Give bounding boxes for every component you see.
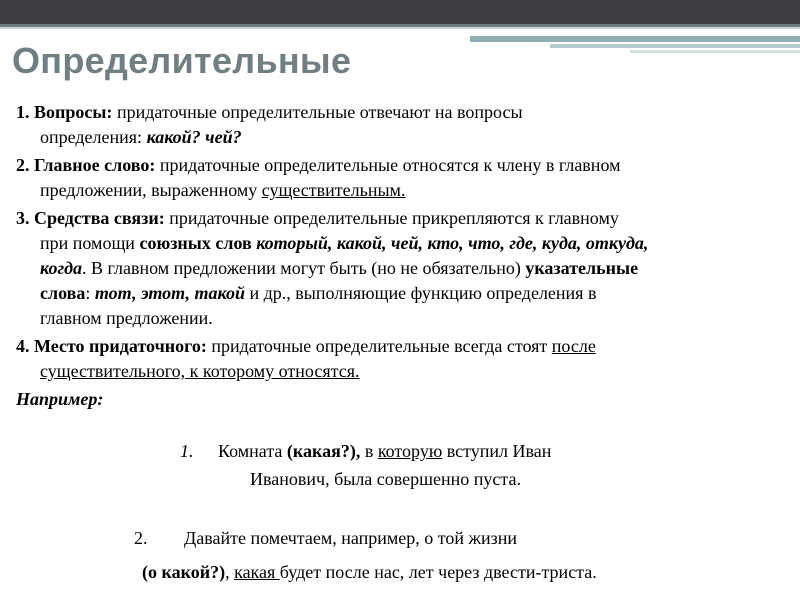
item-text: главном предложении. (40, 308, 213, 328)
example-underlined-text: которую (377, 441, 443, 461)
list-item-main-word (16, 153, 791, 203)
decor-stripe-2 (550, 44, 800, 48)
item-text: придаточные определительные отвечают на вопросы (112, 102, 523, 122)
item-text: предложении, выраженному (40, 180, 262, 200)
example-number: 1. (180, 441, 194, 461)
item-line (16, 100, 791, 125)
item-bold-text: слова (40, 283, 86, 303)
item-line (16, 125, 791, 150)
example-text: Комната (218, 441, 287, 461)
item-underlined-text: после (551, 336, 596, 356)
list-item-questions (16, 100, 791, 150)
item-label: Средства связи: (34, 208, 165, 228)
example-line (134, 521, 597, 555)
item-text: при помощи (40, 233, 140, 253)
item-underlined-text: существительного, к которому относятся. (40, 361, 360, 381)
item-line (16, 334, 791, 359)
item-text: придаточные определительные относятся к члену в главном (155, 155, 621, 175)
example-line (134, 555, 597, 589)
item-text: : (85, 283, 95, 303)
example-heading: Например: (16, 389, 104, 409)
header-decoration (470, 36, 800, 68)
example-bold-text: (о какой?) (142, 562, 226, 582)
item-italic-text: когда (40, 258, 83, 278)
item-line (16, 231, 791, 256)
item-text: определения: (40, 127, 147, 147)
item-line (16, 306, 791, 331)
decor-stripe-1 (470, 36, 800, 42)
decor-stripe-3 (630, 50, 800, 53)
item-line (16, 206, 791, 231)
example-line (180, 437, 551, 465)
item-italic-text: тот, этот, такой (94, 283, 245, 303)
slide-content (16, 100, 791, 412)
item-label: Вопросы: (34, 102, 113, 122)
item-number: 4. (16, 336, 30, 356)
example-line: Иванович, была совершенно пуста. (250, 469, 521, 489)
item-text: придаточные определительные всегда стоят (206, 336, 552, 356)
item-number: 3. (16, 208, 30, 228)
list-item-position (16, 334, 791, 384)
example-bold-text: (какая?), (286, 441, 361, 461)
example-text: , (225, 562, 235, 582)
example-text: в (360, 441, 378, 461)
item-line (16, 178, 791, 203)
top-accent-stripe-light (0, 27, 800, 29)
item-bold-text: указательные (525, 258, 639, 278)
item-italic-text: который, какой, чей, кто, что, где, куда, откуда, (256, 233, 649, 253)
example-text: вступил Иван (442, 441, 552, 461)
item-text: . В главном предложении могут быть (но не обязательно) (82, 258, 526, 278)
example-underlined-text: какая (234, 562, 280, 582)
item-line (16, 359, 791, 384)
item-number: 2. (16, 155, 30, 175)
item-italic-text: какой? чей? (146, 127, 242, 147)
slide-title: Определительные (12, 40, 352, 81)
list-item-connection-means (16, 206, 791, 331)
item-line (16, 256, 791, 281)
item-number: 1. (16, 102, 30, 122)
example-2 (134, 521, 597, 589)
example-text: будет после нас, лет через двести-триста. (279, 562, 597, 582)
item-text: и др., выполняющие функцию определения в (245, 283, 597, 303)
item-underlined-text: существительным. (261, 180, 406, 200)
item-text: придаточные определительные прикрепляются к главному (164, 208, 619, 228)
item-label: Главное слово: (34, 155, 156, 175)
example-text: Давайте помечтаем, например, о той жизни (184, 528, 517, 548)
item-line (16, 281, 791, 306)
item-label: Место придаточного: (34, 336, 207, 356)
example-1 (180, 437, 551, 493)
item-line (16, 153, 791, 178)
example-number: 2. (134, 528, 148, 548)
item-bold-text: союзных слов (139, 233, 257, 253)
top-decorative-bar (0, 0, 800, 24)
